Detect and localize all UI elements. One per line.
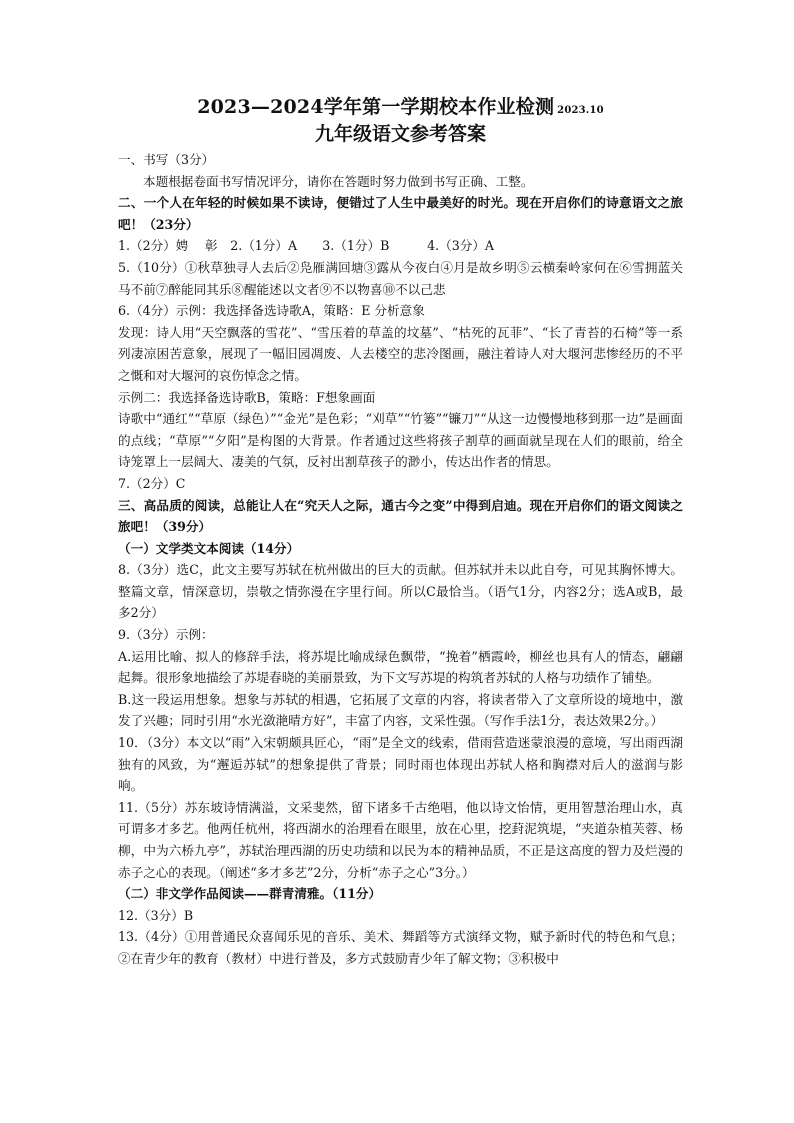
answer-q12: 12.（3分）B (118, 907, 194, 923)
exam-date: 2023.10 (557, 105, 604, 116)
section-1-heading: 一、书写（3分） (118, 152, 215, 167)
section-3-heading: 三、高品质的阅读，总能让人在“究天人之际，通古今之变”中得到启迪。现在开启你们的语文阅读之旅吧！（39分） (118, 497, 683, 535)
answer-q1-q4: 1.（2分）娉 彰 2.（1分）A 3.（1分）B 4.（3分）A (118, 238, 495, 254)
answer-q13: 13.（4分）①用普通民众喜闻乐见的音乐、美术、舞蹈等方式演绎文物，赋予新时代的特色和气息；②在青少年的教育（教材）中进行普及，多方式鼓励青少年了解文物；③积极中 (118, 929, 683, 966)
answer-sheet-page (118, 96, 683, 970)
answer-q10: 10．（3分）本文以“雨”入宋朝颇具匠心，“雨”是全文的线索，借雨营造迷蒙浪漫的意境，写出雨西湖独有的风致，为“邂逅苏轼”的想象提供了背景；同时雨也体现出苏轼人格和胸襟对后人的滋润与影响。 (118, 735, 683, 794)
section-1-text: 本题根据卷面书写情况评分，请你在答题时努力做到书写正确、工整。 (143, 173, 534, 189)
section-2-heading: 二、一个人在年轻的时候如果不读诗，便错过了人生中最美好的时光。现在开启你们的诗意语文之旅吧！（23分） (118, 195, 683, 232)
answer-q5: 5.（10分）①秋草独寻人去后②凫雁满回塘③露从今夜白④月是故乡明⑤云横秦岭家何在⑥雪拥蓝关马不前⑦醉能同其乐⑧醒能述以文者⑨不以物喜⑩不以己悲 (118, 259, 683, 297)
answer-q11: 11.（5分）苏东坡诗情满溢，文采斐然，留下诸多千古绝唱，他以诗文怡情，更用智慧治理山水，真可谓多才多艺。他两任杭州，将西湖水的治理看在眼里，放在心里，挖葑泥筑堤，“夹道杂植芙蓉、杨柳，中为六桥九亭”，苏轼治理西湖的历史功绩和以民为本的精神品质，不正是这高度的智力及烂漫的赤子之心的表现。（阐述“多才多艺”2分，分析“赤子之心”3分。） (118, 799, 683, 880)
answer-q9-b: B.这一段运用想象。想象与苏轼的相遇，它拓展了文章的内容，将读者带入了文章所设的境地中，激发了兴趣；同时引用“水光潋滟晴方好”，丰富了内容，文采性强。（写作手法1分，表达效果2分。） (118, 691, 683, 729)
answer-q9: 9.（3分）示例： (118, 627, 214, 643)
exam-title (118, 96, 683, 122)
answer-q6: 6.（4分）示例：我选择备选诗歌A，策略：E 分析意象 (118, 303, 425, 319)
exam-subtitle: 九年级语文参考答案 (314, 123, 486, 145)
answer-q6-discovery: 发现：诗人用“天空飘落的雪花”、“雪压着的草盖的坟墓”、“枯死的瓦菲”、“长了青苔的石椅”等一系列凄凉困苦意象，展现了一幅旧园凋废、人去楼空的悲冷图画，融注着诗人对大堰河悲惨经历的不平之慨和对大堰河的哀伤悼念之情。 (118, 324, 683, 383)
subsection-1-heading: （一）文学类文本阅读（14分） (118, 540, 300, 556)
exam-title-main: 2023—2024学年第一学期校本作业检测 (197, 96, 555, 118)
answer-q7: 7.（2分）C (118, 475, 186, 491)
title-block (118, 96, 683, 145)
answer-q6-example2: 示例二：我选择备选诗歌B，策略：F想象画面 (118, 389, 376, 405)
answer-q6-example2-text: 诗歌中“通红”“草原（绿色）”“金光”是色彩；“刈草”“竹篓”“镰刀”“从这一边慢慢地移到那一边”是画面的点线；“草原”“夕阳”是构图的大背景。作者通过这些将孩子割草的画面就呈现在人们的眼前，给全诗笼罩上一层阔大、凄美的气氛，反衬出割草孩子的渺小，传达出作者的情思。 (118, 411, 683, 470)
answer-q8: 8.（3分）选C，此文主要写苏轼在杭州做出的巨大的贡献。但苏轼并未以此自夸，可见其胸怀博大。整篇文章，情深意切，崇敬之情弥漫在字里行间。所以C最恰当。（语气1分，内容2分；选A或B，最多2分） (118, 562, 683, 621)
subsection-2-heading: （二）非文学作品阅读——群青清雅。（11分） (118, 886, 382, 902)
answer-q9-a: A.运用比喻、拟人的修辞手法，将苏堤比喻成绿色飘带，“挽着”栖霞岭，柳丝也具有人的情态，翩翩起舞。很形象地描绘了苏堤春晓的美丽景致，为下文写苏堤的构筑者苏轼的人格与功绩作了铺垫。 (118, 648, 683, 686)
answer-content (118, 149, 683, 970)
